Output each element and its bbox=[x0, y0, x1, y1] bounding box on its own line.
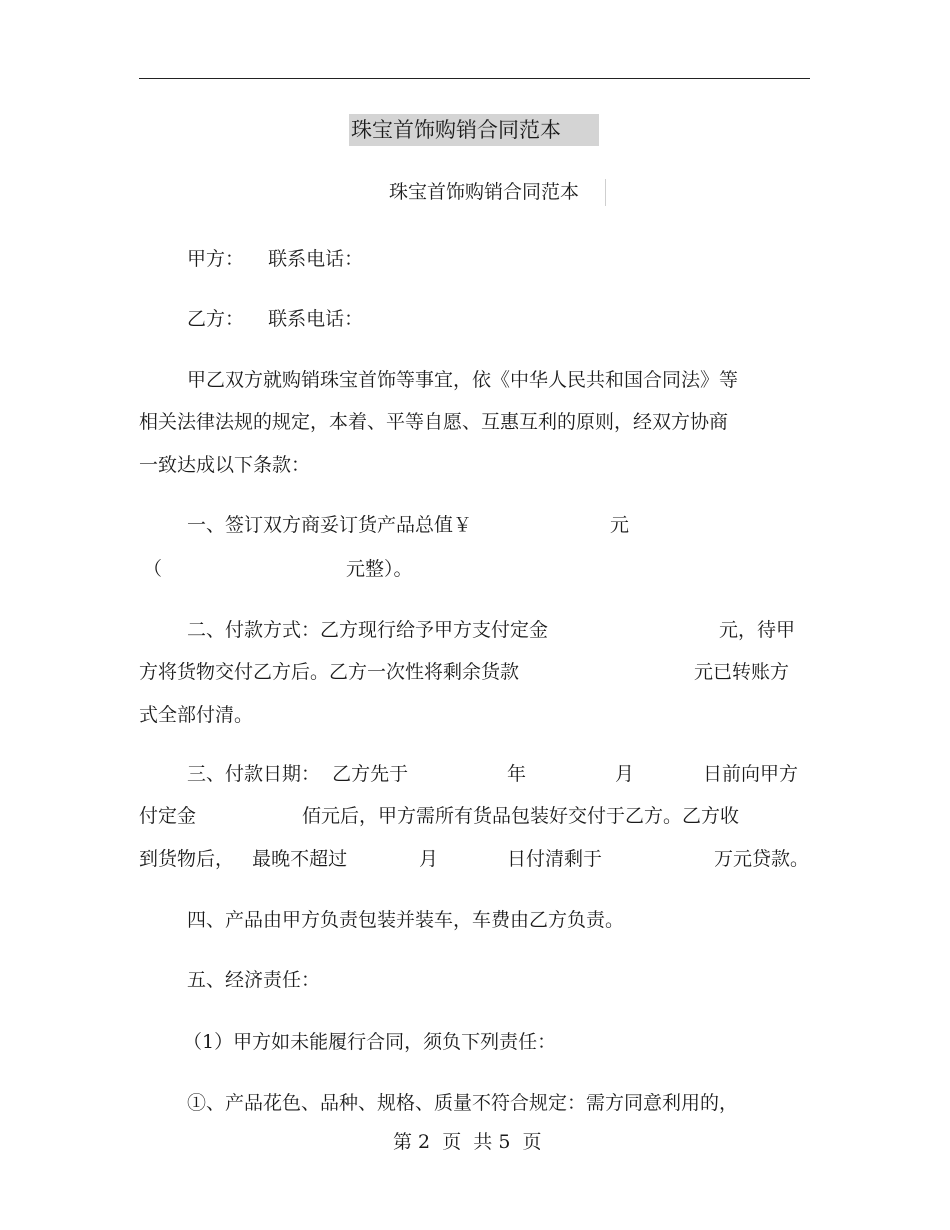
intro-line-1: 甲乙双方就购销珠宝首饰等事宜，依《中华人民共和国合同法》等 bbox=[187, 369, 739, 391]
clause3-line3-month: 月 bbox=[419, 848, 439, 870]
clause3-line3-day: 日付清剩于 bbox=[507, 848, 603, 870]
clause4: 四、产品由甲方负责包装并装车，车费由乙方负责。 bbox=[187, 909, 625, 931]
intro-line-2: 相关法律法规的规定，本着、平等自愿、互惠互利的原则，经双方协商 bbox=[139, 411, 729, 433]
clause3-line1-month: 月 bbox=[615, 763, 635, 785]
text-cursor-mark bbox=[605, 179, 606, 206]
page-title: 珠宝首饰购销合同范本 bbox=[351, 118, 561, 142]
header-rule bbox=[139, 78, 810, 79]
clause2-line1-text: 二、付款方式：乙方现行给予甲方支付定金 bbox=[187, 619, 549, 641]
clause1-line1-unit: 元 bbox=[610, 514, 630, 536]
clause3-line2-tail: 佰元后，甲方需所有货品包装好交付于乙方。乙方收 bbox=[302, 805, 740, 827]
party-b-line: 乙方： 联系电话： bbox=[187, 308, 364, 330]
clause2-line2-text: 方将货物交付乙方后。乙方一次性将剩余货款 bbox=[139, 661, 520, 683]
clause1-line2-open: （ bbox=[143, 558, 163, 580]
clause2-line2-tail: 元已转账方 bbox=[694, 661, 790, 683]
clause3-line3-amount: 万元贷款。 bbox=[714, 848, 810, 870]
clause1-line2-text: 元整）。 bbox=[346, 558, 413, 580]
clause3-line1-day: 日前向甲方 bbox=[703, 763, 799, 785]
clause3-line2-text: 付定金 bbox=[139, 805, 197, 827]
clause3-line1-text: 三、付款日期： 乙方先于 bbox=[187, 763, 409, 785]
clause2-line1-tail: 元，待甲 bbox=[719, 619, 796, 641]
page-number: 第 2 页 共 5 页 bbox=[393, 1131, 542, 1153]
clause1-line1-text: 一、签订双方商妥订货产品总值￥ bbox=[187, 514, 473, 536]
clause2-line3: 式全部付清。 bbox=[139, 704, 254, 726]
clause5-1-1: ①、产品花色、品种、规格、质量不符合规定：需方同意利用的， bbox=[187, 1092, 739, 1114]
clause5-1: （1）甲方如未能履行合同，须负下列责任： bbox=[183, 1031, 557, 1053]
clause5-heading: 五、经济责任： bbox=[187, 969, 321, 991]
document-subtitle: 珠宝首饰购销合同范本 bbox=[389, 181, 580, 203]
clause3-line1-year: 年 bbox=[507, 763, 527, 785]
party-a-line: 甲方： 联系电话： bbox=[187, 248, 364, 270]
clause3-line3-text: 到货物后， 最晚不超过 bbox=[139, 848, 348, 870]
intro-line-3: 一致达成以下条款： bbox=[139, 454, 311, 476]
